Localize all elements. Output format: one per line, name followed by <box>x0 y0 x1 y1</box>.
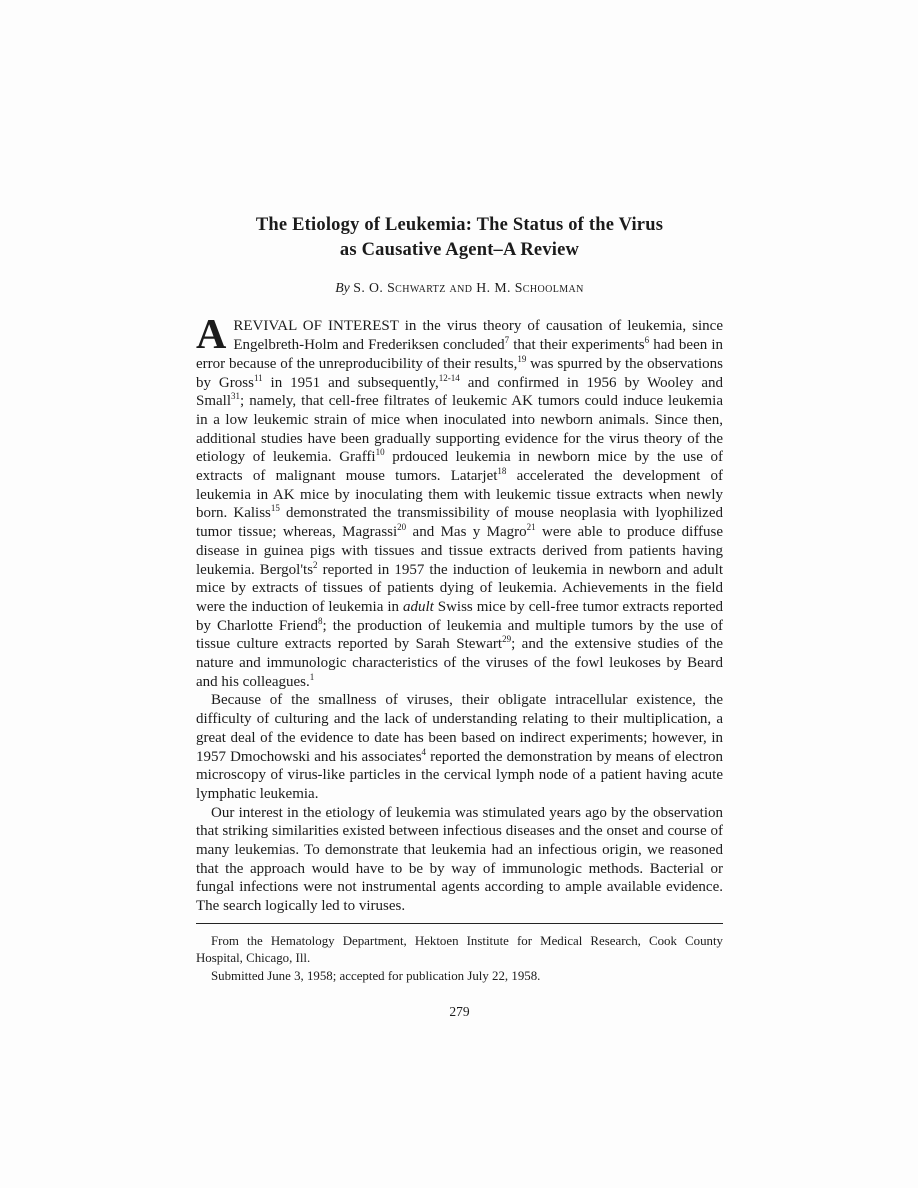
reference-superscript: 29 <box>502 634 512 645</box>
article-body <box>196 312 724 916</box>
text-run: and confirmed in 1956 by Wooley and Small <box>196 374 723 410</box>
footnote-divider <box>196 923 723 924</box>
reference-superscript: 15 <box>270 503 280 514</box>
page-number: 279 <box>449 1003 470 1019</box>
paragraph-1 <box>196 312 724 691</box>
text-run: Because of the smallness of viruses, their obligate intracellular existence, the difficulty of culturing and the lack of understanding relating to their multiplication, a great deal of the evidence to date has been based on indirect experiments; however, in 1957 Dmochowski and his associates <box>196 692 723 765</box>
reference-superscript: 18 <box>497 466 507 477</box>
reference-superscript: 21 <box>526 522 536 533</box>
text-run: Our interest in the etiology of leukemia was stimulated years ago by the observation that striking similarities existed between infectious diseases and the onset and course of many leukemias. To demonstrate that leukemia had an infectious origin, we reasoned that the approach would have to be by way of immunologic methods. Bacterial or fungal infections were not instrumental agents according to ample available evidence. The search logically led to viruses. <box>196 804 723 915</box>
byline-by-word: By <box>335 280 350 296</box>
reference-superscript: 7 <box>504 335 510 346</box>
drop-cap: A <box>196 312 227 359</box>
reference-superscript: 6 <box>644 335 650 346</box>
text-run: REVIVAL OF INTEREST in the virus theory of causation of leukemia, since Engelbreth-Holm and Frederiksen concluded <box>233 318 723 354</box>
text-run: accelerated the development of leukemia in AK mice by inoculating them with leukemic tissue extracts when newly born. Kaliss <box>196 468 723 522</box>
text-run: demonstrated the transmissibility of mouse neoplasia with lyophilized tumor tissue; whereas, Magrassi <box>196 505 723 541</box>
reference-superscript: 31 <box>231 391 241 402</box>
text-run: had been in error because of the unreproducibility of their results, <box>196 337 723 372</box>
footnote-affiliation: From the Hematology Department, Hektoen Institute for Medical Research, Cook County Hospital, Chicago, Ill. <box>196 933 723 966</box>
article-title <box>196 213 723 263</box>
text-run: and Mas y Magro <box>406 524 527 541</box>
byline <box>196 280 723 296</box>
reference-superscript: 10 <box>375 447 385 458</box>
text-run: ; namely, that cell-free filtrates of leukemic AK tumors could induce leukemia in a low leukemic strain of mice when inoculated into newborn animals. Since then, additional studies have been gradually supporting evidence for the virus theory of the etiology of leukemia. Graffi <box>196 393 723 466</box>
text-run: reported in 1957 the induction of leukemia in newborn and adult mice by extracts of tissues of patients dying of leukemia. Achievements in the field were the induction of leukemia in <box>196 561 723 615</box>
text-run: Swiss mice by cell-free tumor extracts reported by Charlotte Friend <box>196 598 723 634</box>
reference-superscript: 12-14 <box>438 372 460 383</box>
text-run: adult <box>402 598 434 615</box>
text-run: were able to produce diffuse disease in guinea pigs with tissues and tissue extracts derived from patients having leukemia. Bergol'ts <box>196 524 724 578</box>
reference-superscript: 8 <box>318 615 323 626</box>
reference-superscript: 4 <box>421 746 427 757</box>
reference-superscript: 1 <box>309 671 315 682</box>
reference-superscript: 2 <box>313 559 318 570</box>
text-run: reported the demonstration by means of electron microscopy of virus-like particles in the cervical lymph node of a patient having acute lymphatic leukemia. <box>196 748 723 802</box>
byline-authors: S. O. Schwartz and H. M. Schoolman <box>353 280 584 296</box>
reference-superscript: 20 <box>397 522 407 533</box>
reference-superscript: 11 <box>253 372 263 383</box>
text-run: ; the production of leukemia and multiple tumors by the use of tissue culture extracts reported by Sarah Stewart <box>196 617 723 653</box>
paragraph-3 <box>196 804 723 916</box>
text-block <box>196 0 723 1020</box>
text-run: prdouced leukemia in newborn mice by the use of extracts of malignant mouse tumors. Latarjet <box>196 449 723 485</box>
text-run: ; and the extensive studies of the nature and immunologic characteristics of the viruses of the fowl leukoses by Beard and his colleagues. <box>196 636 723 690</box>
footnote-submission: Submitted June 3, 1958; accepted for publication July 22, 1958. <box>211 969 541 984</box>
footnotes <box>196 933 723 986</box>
article-title-line1: The Etiology of Leukemia: The Status of the Virus <box>255 215 664 236</box>
text-run: was spurred by the observations by Gross <box>196 355 723 391</box>
text-run: that their experiments <box>509 337 645 354</box>
reference-superscript: 19 <box>517 353 527 364</box>
paragraph-2 <box>196 691 723 803</box>
article-title-line2: as Causative Agent–A Review <box>339 240 580 261</box>
text-run: in 1951 and subsequently, <box>262 374 439 391</box>
